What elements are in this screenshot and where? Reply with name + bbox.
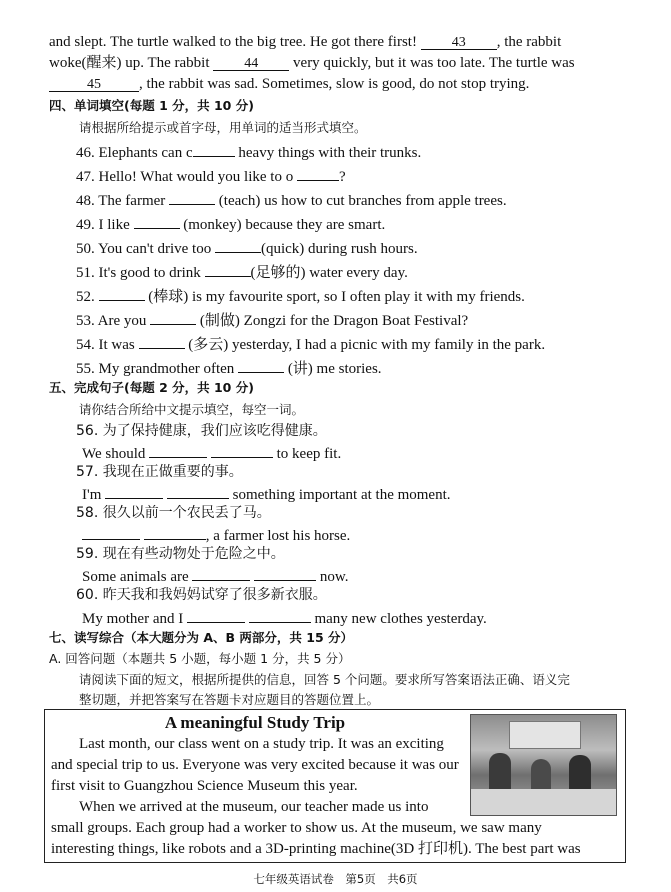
question-56: We should to keep fit. — [82, 441, 341, 464]
question-47: 47. Hello! What would you like to o ? — [76, 164, 346, 187]
section-4-instruction: 请根据所给提示或首字母，用单词的适当形式填空。 — [79, 120, 367, 135]
section-5-instruction: 请你结合所给中文提示填空，每空一词。 — [79, 402, 305, 417]
question-58-chinese: 58. 很久以前一个农民丢了马。 — [76, 505, 271, 521]
answer-blank-51[interactable] — [205, 260, 251, 277]
question-53: 53. Are you (制做) Zongzi for the Dragon Boat Festival? — [76, 308, 468, 331]
question-56-chinese: 56. 为了保持健康，我们应该吃得健康。 — [76, 423, 327, 439]
section-7-instruction-1: 请阅读下面的短文，根据所提供的信息，回答 5 个问题。要求所写答案语法正确、语义完 — [79, 672, 570, 687]
question-58: , a farmer lost his horse. — [82, 523, 350, 546]
answer-blank-59a[interactable] — [192, 564, 250, 581]
answer-blank-52[interactable] — [99, 284, 145, 301]
section-4-heading: 四、单词填空(每题 1 分，共 10 分) — [49, 98, 254, 113]
passage-title: A meaningful Study Trip — [164, 713, 346, 732]
passage-line-3: first visit to Guangzhou Science Museum this year. — [51, 778, 358, 794]
answer-blank-57a[interactable] — [105, 482, 163, 499]
question-52: 52. (棒球) is my favourite sport, so I often play it with my friends. — [76, 284, 525, 307]
answer-blank-60b[interactable] — [249, 606, 311, 623]
passage-line-2: and special trip to us. Everyone was very excited because it was our — [51, 757, 459, 773]
answer-blank-60a[interactable] — [187, 606, 245, 623]
question-55: 55. My grandmother often (讲) me stories. — [76, 356, 382, 379]
answer-blank-47[interactable] — [297, 164, 339, 181]
answer-blank-44[interactable]: 44 — [213, 54, 289, 71]
answer-blank-59b[interactable] — [254, 564, 316, 581]
passage-line-4: When we arrived at the museum, our teacher made us into — [79, 799, 429, 815]
passage-line-5: small groups. Each group had a worker to show us. At the museum, we saw many — [51, 820, 542, 836]
answer-blank-53[interactable] — [150, 308, 196, 325]
question-49: 49. I like (monkey) because they are smart. — [76, 212, 385, 235]
passage-line-1: Last month, our class went on a study trip. It was an exciting — [79, 736, 444, 752]
passage-line-6: interesting things, like robots and a 3D-printing machine(3D 打印机). The best part was — [51, 841, 581, 857]
answer-blank-49[interactable] — [134, 212, 180, 229]
section-7-instruction-2: 整切题，并把答案写在答题卡对应题目的答题位置上。 — [79, 692, 380, 707]
answer-blank-46[interactable] — [193, 140, 235, 157]
answer-blank-57b[interactable] — [167, 482, 229, 499]
question-60: My mother and I many new clothes yesterday. — [82, 606, 487, 629]
question-51: 51. It's good to drink (足够的) water every day. — [76, 260, 408, 283]
question-54: 54. It was (多云) yesterday, I had a picnic with my family in the park. — [76, 332, 545, 355]
answer-blank-48[interactable] — [169, 188, 215, 205]
answer-blank-56a[interactable] — [149, 441, 207, 458]
story-line-3: 45 , the rabbit was sad. Sometimes, slow is good, do not stop trying. — [49, 74, 529, 94]
story-line-1: and slept. The turtle walked to the big tree. He got there first! 43 , the rabbit — [49, 34, 562, 50]
section-5-heading: 五、完成句子(每题 2 分，共 10 分) — [49, 380, 254, 395]
answer-blank-54[interactable] — [139, 332, 185, 349]
section-7-heading: 七、读写综合（本大题分为 A、B 两部分，共 15 分） — [49, 630, 354, 645]
question-57: I'm something important at the moment. — [82, 482, 451, 505]
question-59-chinese: 59. 现在有些动物处于危险之中。 — [76, 546, 285, 562]
answer-blank-43[interactable]: 43 — [421, 33, 497, 50]
answer-blank-50[interactable] — [215, 236, 261, 253]
question-46: 46. Elephants can c heavy things with their trunks. — [76, 140, 421, 163]
question-59: Some animals are now. — [82, 564, 349, 587]
museum-photo — [470, 714, 617, 816]
answer-blank-56b[interactable] — [211, 441, 273, 458]
page-footer: 七年级英语试卷 第5页 共6页 — [253, 872, 418, 886]
answer-blank-55[interactable] — [238, 356, 284, 373]
question-50: 50. You can't drive too (quick) during rush hours. — [76, 236, 418, 259]
answer-blank-58a[interactable] — [82, 523, 140, 540]
story-line-2: woke(醒来) up. The rabbit 44 very quickly, but it was too late. The turtle was — [49, 55, 575, 71]
question-60-chinese: 60. 昨天我和我妈妈试穿了很多新衣服。 — [76, 587, 327, 603]
question-48: 48. The farmer (teach) us how to cut branches from apple trees. — [76, 188, 507, 211]
answer-blank-45[interactable]: 45 — [49, 75, 139, 92]
answer-blank-58b[interactable] — [144, 523, 206, 540]
part-a-heading: A. 回答问题（本题共 5 小题，每小题 1 分，共 5 分） — [49, 651, 351, 666]
reading-passage-box — [44, 709, 626, 863]
question-57-chinese: 57. 我现在正做重要的事。 — [76, 464, 243, 480]
